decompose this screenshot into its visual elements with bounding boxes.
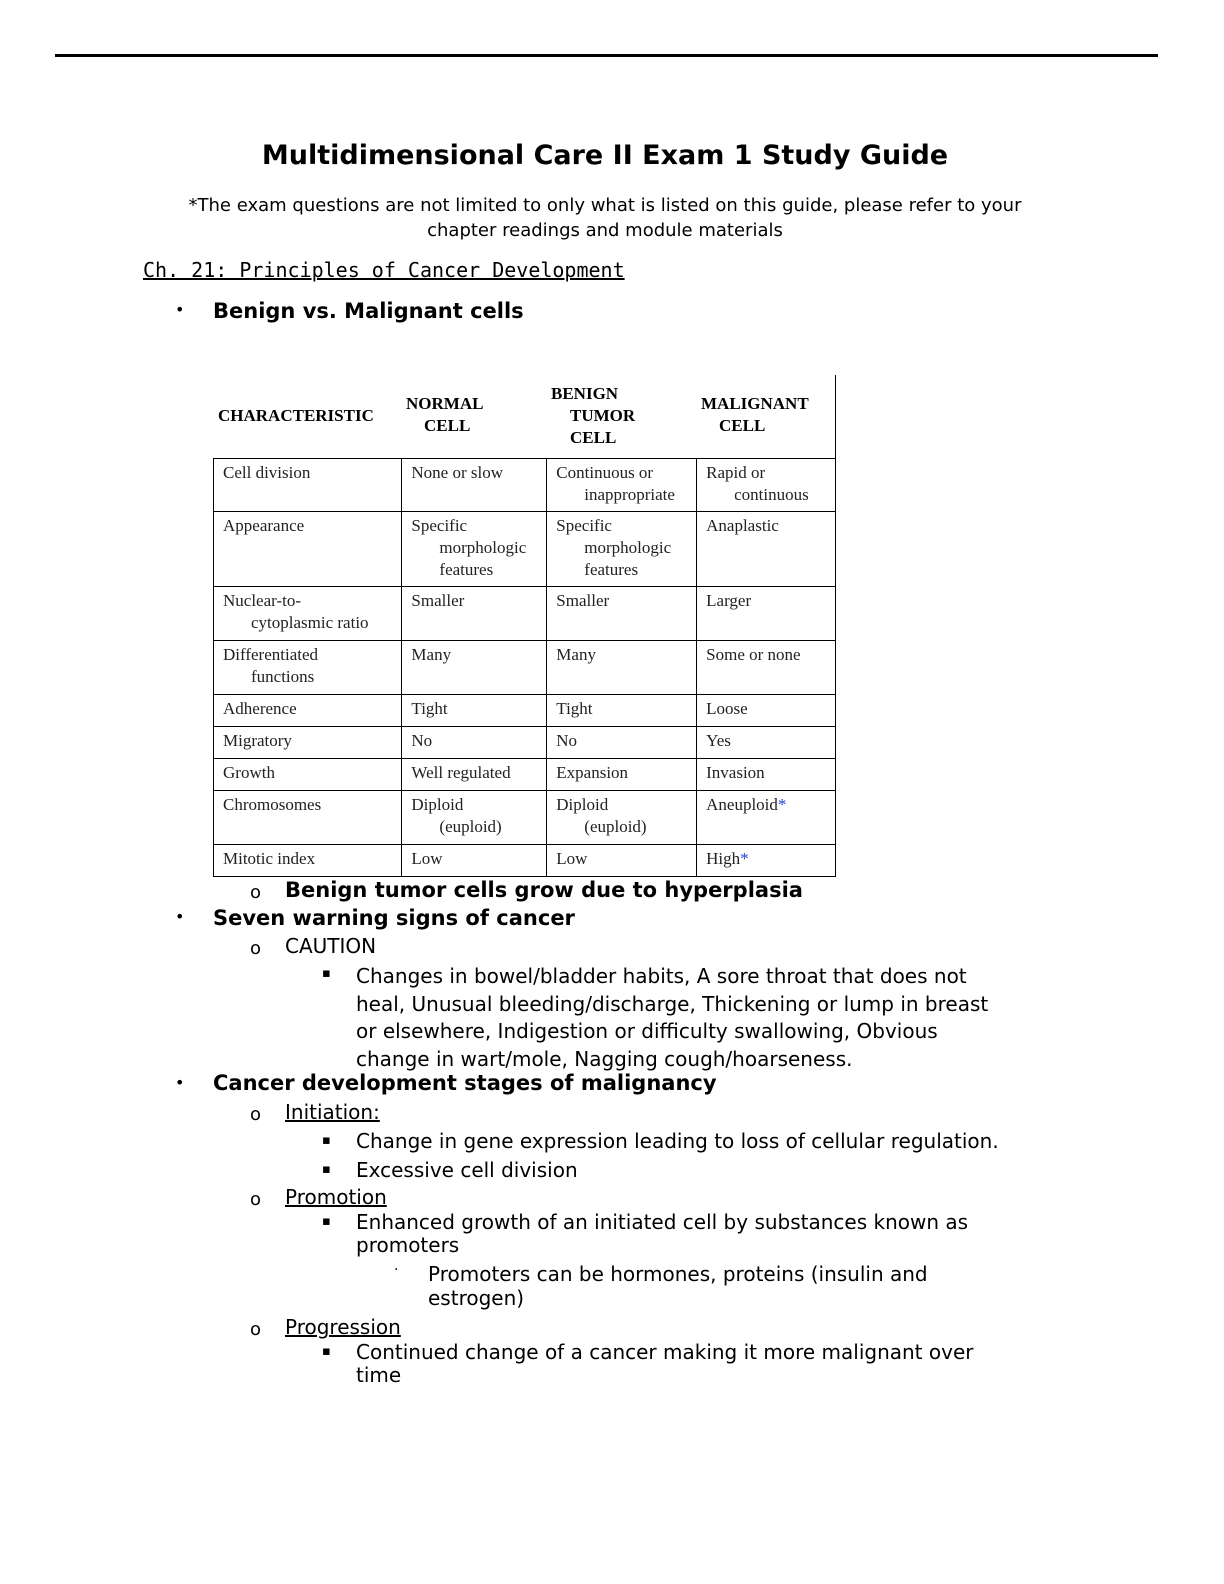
table-row bbox=[214, 459, 836, 512]
cell-characteristic: Differentiated bbox=[223, 645, 319, 664]
cell-benign: No bbox=[556, 731, 578, 750]
cell-malignant: Loose bbox=[706, 699, 748, 718]
cell-normal: Low bbox=[411, 849, 443, 868]
cell-normal: Diploid bbox=[411, 795, 464, 814]
disclaimer-line-2: chapter readings and module materials bbox=[427, 220, 783, 241]
cell-benign: Specific bbox=[556, 516, 612, 535]
circle-marker: o bbox=[250, 882, 262, 903]
disclaimer-line-1: *The exam questions are not limited to only what is listed on this guide, please refer to your bbox=[188, 195, 1022, 216]
header-malignant-line2: CELL bbox=[719, 416, 766, 435]
cell-characteristic: Appearance bbox=[223, 516, 305, 535]
cell-characteristic: Mitotic index bbox=[223, 849, 316, 868]
square-marker: ▪ bbox=[322, 1133, 331, 1148]
header-normal-line1: NORMAL bbox=[406, 394, 484, 413]
cell-malignant: Yes bbox=[706, 731, 731, 750]
cell-benign: Smaller bbox=[556, 591, 610, 610]
cell-characteristic: Nuclear-to- bbox=[223, 591, 302, 610]
promotion-item-line: promoters bbox=[356, 1233, 460, 1257]
cell-benign-cont2: features bbox=[584, 560, 639, 579]
bullet-marker: • bbox=[175, 907, 185, 926]
cell-characteristic-cont: functions bbox=[251, 667, 315, 686]
cell-malignant: Larger bbox=[706, 591, 752, 610]
cell-characteristic: Cell division bbox=[223, 463, 311, 482]
cell-normal: Smaller bbox=[411, 591, 465, 610]
cell-normal: Well regulated bbox=[411, 763, 511, 782]
cell-normal-cont2: features bbox=[439, 560, 494, 579]
cell-malignant: Aneuploid bbox=[706, 795, 778, 814]
cell-benign: Tight bbox=[556, 699, 593, 718]
promoters-note bbox=[428, 1262, 928, 1310]
cell-benign: Diploid bbox=[556, 795, 609, 814]
cell-normal: Tight bbox=[411, 699, 448, 718]
header-normal-line2: CELL bbox=[424, 416, 471, 435]
stage-progression-label: Progression bbox=[285, 1315, 401, 1339]
disclaimer bbox=[140, 193, 1070, 243]
top-rule bbox=[55, 54, 1158, 57]
stage-initiation-label: Initiation: bbox=[285, 1100, 380, 1124]
cell-benign: Expansion bbox=[556, 763, 629, 782]
page-title: Multidimensional Care II Exam 1 Study Guide bbox=[261, 140, 949, 171]
dot-marker: · bbox=[394, 1262, 399, 1278]
cell-benign: Many bbox=[556, 645, 596, 664]
section-heading-benign-vs-malignant: Benign vs. Malignant cells bbox=[213, 299, 524, 323]
cell-characteristic: Adherence bbox=[223, 699, 297, 718]
header-benign-line1: BENIGN bbox=[551, 384, 619, 403]
header-benign-line3: CELL bbox=[570, 428, 617, 447]
promoters-note-line: Promoters can be hormones, proteins (insulin and bbox=[428, 1262, 928, 1286]
header-malignant-line1: MALIGNANT bbox=[701, 394, 809, 413]
cell-benign: Low bbox=[556, 849, 588, 868]
cell-benign-cont: inappropriate bbox=[584, 485, 675, 504]
table-header bbox=[213, 375, 836, 458]
cell-comparison-table bbox=[213, 375, 836, 868]
table-row bbox=[214, 727, 836, 759]
cell-malignant: Some or none bbox=[706, 645, 801, 664]
caution-detail-line: heal, Unusual bleeding/discharge, Thickening or lump in breast bbox=[356, 991, 989, 1016]
progression-item-line: time bbox=[356, 1363, 402, 1387]
benign-hyperplasia-note: Benign tumor cells grow due to hyperplasia bbox=[285, 878, 803, 902]
progression-item bbox=[356, 1341, 973, 1387]
stage-promotion-label: Promotion bbox=[285, 1185, 387, 1209]
chapter-heading: Ch. 21: Principles of Cancer Development bbox=[143, 258, 625, 282]
header-benign-line2: TUMOR bbox=[570, 406, 636, 425]
cell-characteristic: Migratory bbox=[223, 731, 292, 750]
caution-detail bbox=[356, 963, 988, 1073]
cell-malignant: Rapid or bbox=[706, 463, 766, 482]
caution-detail-line: Changes in bowel/bladder habits, A sore throat that does not bbox=[356, 964, 967, 988]
promotion-item bbox=[356, 1211, 968, 1257]
section-heading-warning-signs: Seven warning signs of cancer bbox=[213, 906, 575, 930]
cell-characteristic-cont: cytoplasmic ratio bbox=[251, 613, 369, 632]
table-row bbox=[214, 587, 836, 641]
cell-characteristic: Chromosomes bbox=[223, 795, 322, 814]
header-characteristic: CHARACTERISTIC bbox=[218, 406, 374, 425]
square-marker: ▪ bbox=[322, 1214, 331, 1229]
table-row bbox=[214, 791, 836, 845]
cell-benign-cont: morphologic bbox=[584, 538, 672, 557]
table-row bbox=[214, 845, 836, 877]
bullet-marker: • bbox=[175, 1073, 185, 1092]
caution-label: CAUTION bbox=[285, 934, 377, 958]
initiation-item: Change in gene expression leading to loss of cellular regulation. bbox=[356, 1129, 999, 1153]
cell-normal: None or slow bbox=[411, 463, 504, 482]
table-row bbox=[214, 695, 836, 727]
asterisk-mark: * bbox=[740, 849, 749, 868]
square-marker: ▪ bbox=[322, 966, 331, 981]
cell-normal-cont: morphologic bbox=[439, 538, 527, 557]
caution-detail-line: or elsewhere, Indigestion or difficulty swallowing, Obvious bbox=[356, 1019, 938, 1043]
circle-marker: o bbox=[250, 1104, 262, 1125]
progression-item-line: Continued change of a cancer making it more malignant over bbox=[356, 1340, 974, 1364]
circle-marker: o bbox=[250, 1189, 262, 1210]
asterisk-mark: * bbox=[777, 795, 787, 814]
cell-characteristic: Growth bbox=[223, 763, 275, 782]
square-marker: ▪ bbox=[322, 1162, 331, 1177]
table-row bbox=[214, 641, 836, 695]
circle-marker: o bbox=[250, 1319, 262, 1340]
table-body bbox=[213, 458, 836, 877]
square-marker: ▪ bbox=[322, 1344, 331, 1359]
cell-normal: No bbox=[411, 731, 433, 750]
bullet-marker: • bbox=[175, 300, 185, 319]
cell-normal: Specific bbox=[411, 516, 468, 535]
cell-malignant: Invasion bbox=[706, 763, 765, 782]
cell-benign-cont: (euploid) bbox=[584, 817, 647, 836]
circle-marker: o bbox=[250, 938, 262, 959]
promotion-item-line: Enhanced growth of an initiated cell by substances known as bbox=[356, 1210, 969, 1234]
cell-malignant: Anaplastic bbox=[706, 516, 779, 535]
initiation-item: Excessive cell division bbox=[356, 1158, 578, 1182]
cell-malignant: High bbox=[706, 849, 741, 868]
table-row bbox=[214, 512, 836, 587]
section-heading-stages: Cancer development stages of malignancy bbox=[213, 1071, 717, 1095]
table-row bbox=[214, 759, 836, 791]
cell-normal: Many bbox=[411, 645, 452, 664]
caution-detail-line: change in wart/mole, Nagging cough/hoarseness. bbox=[356, 1046, 853, 1071]
promoters-note-line: estrogen) bbox=[428, 1286, 525, 1310]
cell-benign: Continuous or bbox=[556, 463, 654, 482]
cell-normal-cont: (euploid) bbox=[439, 817, 502, 836]
cell-malignant-cont: continuous bbox=[734, 485, 809, 504]
